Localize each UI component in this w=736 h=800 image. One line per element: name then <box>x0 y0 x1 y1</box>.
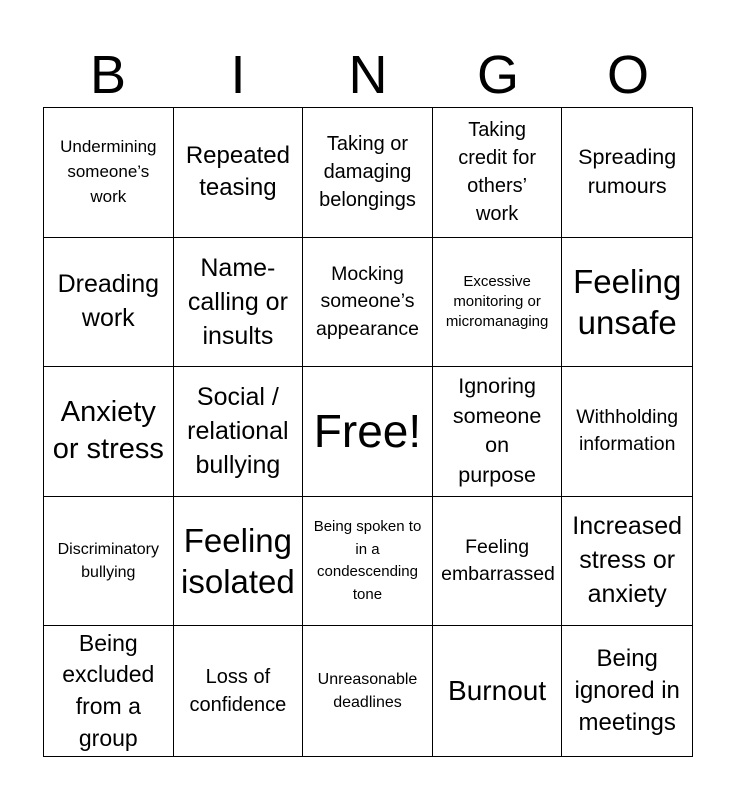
bingo-cell[interactable] <box>303 626 433 756</box>
cell-label: Loss of confidence <box>189 666 287 717</box>
cell-label: Feeling unsafe <box>573 262 682 341</box>
cell-label: Undermining someone’s work <box>60 137 157 206</box>
bingo-cell[interactable] <box>44 238 174 368</box>
cell-label: Feeling embarrassed <box>441 535 555 586</box>
cell-label: Spreading rumours <box>578 144 677 199</box>
bingo-grid <box>43 107 693 757</box>
bingo-cell[interactable] <box>174 108 304 238</box>
bingo-cell[interactable] <box>562 367 692 497</box>
bingo-cell[interactable] <box>174 626 304 756</box>
bingo-cell[interactable] <box>433 497 563 627</box>
cell-label: Excessive monitoring or micromanaging <box>445 272 549 331</box>
bingo-cell[interactable] <box>303 238 433 368</box>
cell-label: Taking credit for others’ work <box>458 119 536 226</box>
bingo-cell[interactable] <box>562 108 692 238</box>
bingo-cell[interactable] <box>562 626 692 756</box>
bingo-cell[interactable] <box>433 626 563 756</box>
bingo-header <box>43 42 693 108</box>
cell-label: Increased stress or anxiety <box>572 512 683 608</box>
cell-label: Being ignored in meetings <box>574 644 680 737</box>
header-letter-o: O <box>606 45 649 105</box>
bingo-cell[interactable] <box>174 497 304 627</box>
bingo-cell[interactable] <box>174 367 304 497</box>
bingo-cell[interactable] <box>562 497 692 627</box>
cell-label: Dreading work <box>57 270 160 332</box>
bingo-cell[interactable] <box>303 497 433 627</box>
cell-label: Discriminatory bullying <box>57 540 159 582</box>
cell-label: Withholding information <box>576 406 679 456</box>
cell-label: Mocking someone’s appearance <box>315 262 419 340</box>
cell-label: Name-calling or insults <box>187 253 288 350</box>
bingo-cell[interactable] <box>433 108 563 238</box>
cell-label: Social / relational bullying <box>187 383 289 480</box>
bingo-cell[interactable] <box>562 238 692 368</box>
header-letter-g: G <box>476 45 519 105</box>
bingo-cell[interactable] <box>174 238 304 368</box>
bingo-cell[interactable] <box>44 367 174 497</box>
cell-label: Anxiety or stress <box>52 395 164 466</box>
bingo-cell[interactable] <box>433 238 563 368</box>
bingo-cell[interactable] <box>44 626 174 756</box>
cell-label: Feeling isolated <box>181 521 295 601</box>
cell-label: Being excluded from a group <box>62 629 155 751</box>
cell-label: Burnout <box>448 675 547 706</box>
header-letter-n: N <box>348 45 388 105</box>
bingo-cell[interactable] <box>303 108 433 238</box>
bingo-cell[interactable] <box>44 108 174 238</box>
cell-label: Repeated teasing <box>185 141 290 202</box>
header-letter-i: I <box>230 45 246 105</box>
free-space[interactable] <box>303 367 433 497</box>
cell-label: Ignoring someone on purpose <box>452 374 542 488</box>
bingo-cell[interactable] <box>433 367 563 497</box>
cell-label: Being spoken to in a condescending tone <box>313 518 422 603</box>
cell-label: Unreasonable deadlines <box>317 671 418 712</box>
cell-label: Taking or damaging belongings <box>319 133 416 212</box>
cell-label: Free! <box>313 405 422 458</box>
bingo-cell[interactable] <box>44 497 174 627</box>
header-letter-b: B <box>89 45 127 105</box>
